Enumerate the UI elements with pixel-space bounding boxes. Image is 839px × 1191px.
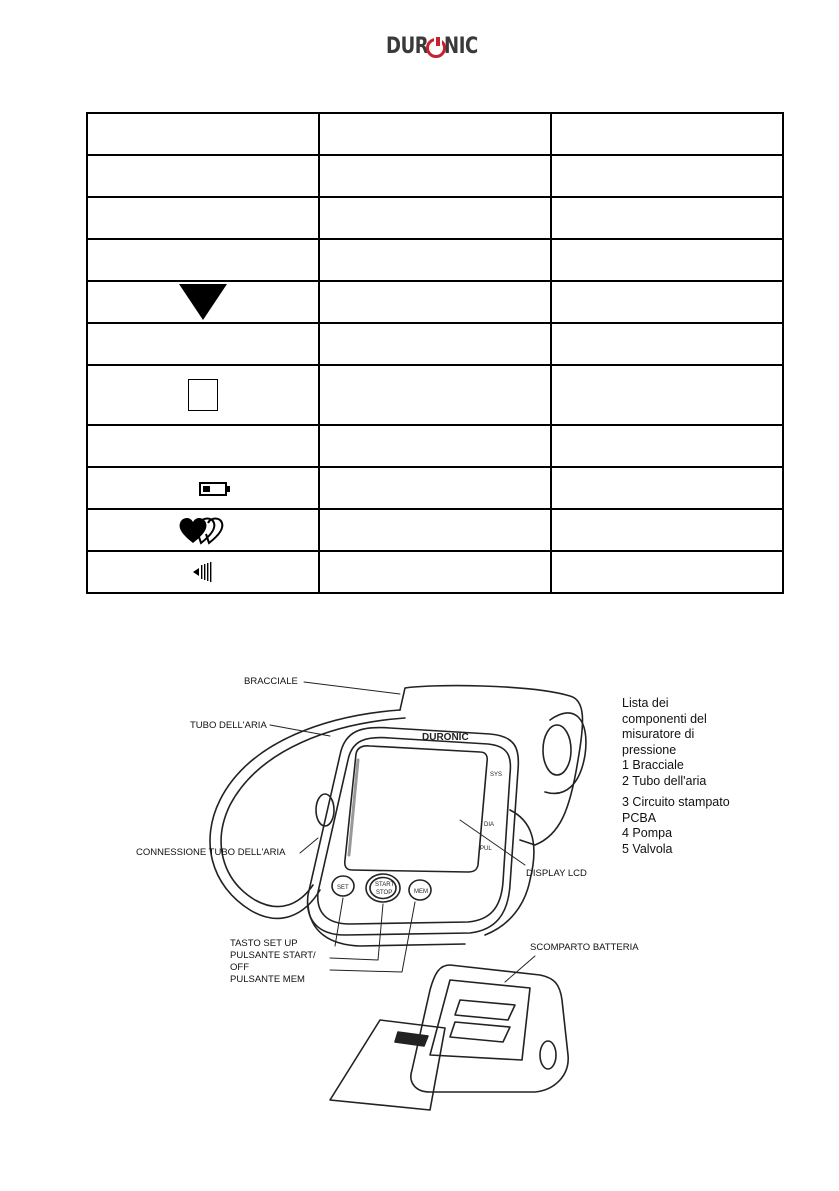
- device-sys: SYS: [490, 772, 503, 778]
- table-cell: [319, 425, 551, 467]
- down-triangle-icon: [179, 284, 227, 320]
- parts-line: 2 Tubo dell'aria: [622, 773, 707, 788]
- leader-bracciale: [304, 682, 400, 694]
- table-cell-icon: [87, 323, 319, 365]
- table-cell: [319, 197, 551, 239]
- parts-line: misuratore di: [622, 727, 695, 741]
- battery-low-icon: [199, 482, 227, 496]
- device-btn-start: START: [375, 882, 395, 888]
- table-row: [87, 551, 783, 593]
- battery-cover-grip: [395, 1032, 428, 1046]
- table-cell: [551, 467, 783, 509]
- label-set-up: TASTO SET UP: [230, 938, 298, 949]
- table-cell: [319, 239, 551, 281]
- table-cell: [551, 323, 783, 365]
- table-row: [87, 425, 783, 467]
- parts-line: componenti del: [622, 711, 707, 726]
- table-row: [87, 365, 783, 425]
- battery-1: [455, 1000, 515, 1020]
- leader-tubo: [270, 725, 330, 736]
- table-row: [87, 197, 783, 239]
- table-cell: [551, 425, 783, 467]
- table-cell: [319, 323, 551, 365]
- table-cell: [319, 551, 551, 593]
- table-cell: [319, 113, 551, 155]
- table-cell: [551, 239, 783, 281]
- table-cell: [551, 155, 783, 197]
- device-btn-stop: STOP: [376, 890, 393, 896]
- table-cell-icon: [87, 509, 319, 551]
- table-cell: [319, 467, 551, 509]
- parts-line: 5 Valvola: [622, 841, 673, 856]
- device-base-bottom: [308, 905, 465, 946]
- parts-line: Lista dei: [622, 696, 669, 710]
- table-cell-icon: [87, 425, 319, 467]
- power-ring-icon: [426, 38, 446, 58]
- table-row: [87, 155, 783, 197]
- square-outline-icon: [188, 379, 218, 411]
- label-start-1: PULSANTE START/: [230, 950, 316, 961]
- table-cell-icon: [87, 155, 319, 197]
- table-cell-icon: [87, 239, 319, 281]
- table-cell-icon: [87, 113, 319, 155]
- parts-line: 3 Circuito stampato: [622, 795, 730, 809]
- cuff-end: [543, 725, 571, 775]
- table-cell-icon: [87, 551, 319, 593]
- bottom-view-well: [430, 980, 530, 1060]
- label-batteria: SCOMPARTO BATTERIA: [530, 942, 639, 953]
- leader-connessione: [300, 838, 318, 853]
- table-cell: [551, 365, 783, 425]
- parts-line: 4 Pompa: [622, 826, 673, 840]
- label-mem: PULSANTE MEM: [230, 974, 305, 985]
- duronic-logo: [380, 34, 490, 64]
- leader-mem: [330, 902, 415, 972]
- table-cell: [319, 365, 551, 425]
- label-tubo-aria: TUBO DELL'ARIA: [190, 720, 267, 731]
- table-cell-icon: [87, 281, 319, 323]
- battery-cover: [330, 1020, 445, 1110]
- table-cell: [551, 281, 783, 323]
- battery-2: [450, 1022, 510, 1042]
- parts-line: 1 Bracciale: [622, 758, 684, 772]
- leader-start: [330, 904, 383, 960]
- table-cell: [319, 155, 551, 197]
- device-dia: DIA: [484, 822, 495, 828]
- device-btn-set: SET: [337, 885, 349, 891]
- table-row: [87, 323, 783, 365]
- table-cell: [551, 113, 783, 155]
- lcd-screen: [345, 746, 487, 872]
- leader-batteria: [505, 956, 535, 982]
- table-cell-icon: [87, 467, 319, 509]
- bottom-view-port: [540, 1041, 556, 1069]
- table-cell: [551, 551, 783, 593]
- table-row: [87, 467, 783, 509]
- label-bracciale: BRACCIALE: [244, 676, 298, 687]
- device-btn-mem: MEM: [414, 889, 428, 895]
- label-connessione: CONNESSIONE TUBO DELL'ARIA: [136, 847, 286, 858]
- table-row: [87, 281, 783, 323]
- table-cell: [319, 509, 551, 551]
- table-cell: [551, 197, 783, 239]
- device-pul: PUL: [480, 846, 492, 852]
- logo-text-right: NIC: [444, 34, 478, 59]
- heart-pulse-icon: [178, 515, 228, 545]
- table-row: [87, 239, 783, 281]
- table-cell-icon: [87, 197, 319, 239]
- parts-line: pressione: [622, 742, 677, 757]
- logo-text-left: DUR: [386, 34, 429, 59]
- table-cell: [319, 281, 551, 323]
- symbol-table: [86, 112, 784, 594]
- sound-signal-icon: [191, 560, 215, 584]
- parts-list: [622, 696, 730, 857]
- label-display-lcd: DISPLAY LCD: [526, 868, 587, 879]
- device-brand: DURONIC: [422, 732, 469, 743]
- table-row: [87, 113, 783, 155]
- parts-line: PCBA: [622, 810, 657, 825]
- table-cell: [551, 509, 783, 551]
- table-row: [87, 509, 783, 551]
- table-cell-icon: [87, 365, 319, 425]
- label-start-2: OFF: [230, 962, 249, 973]
